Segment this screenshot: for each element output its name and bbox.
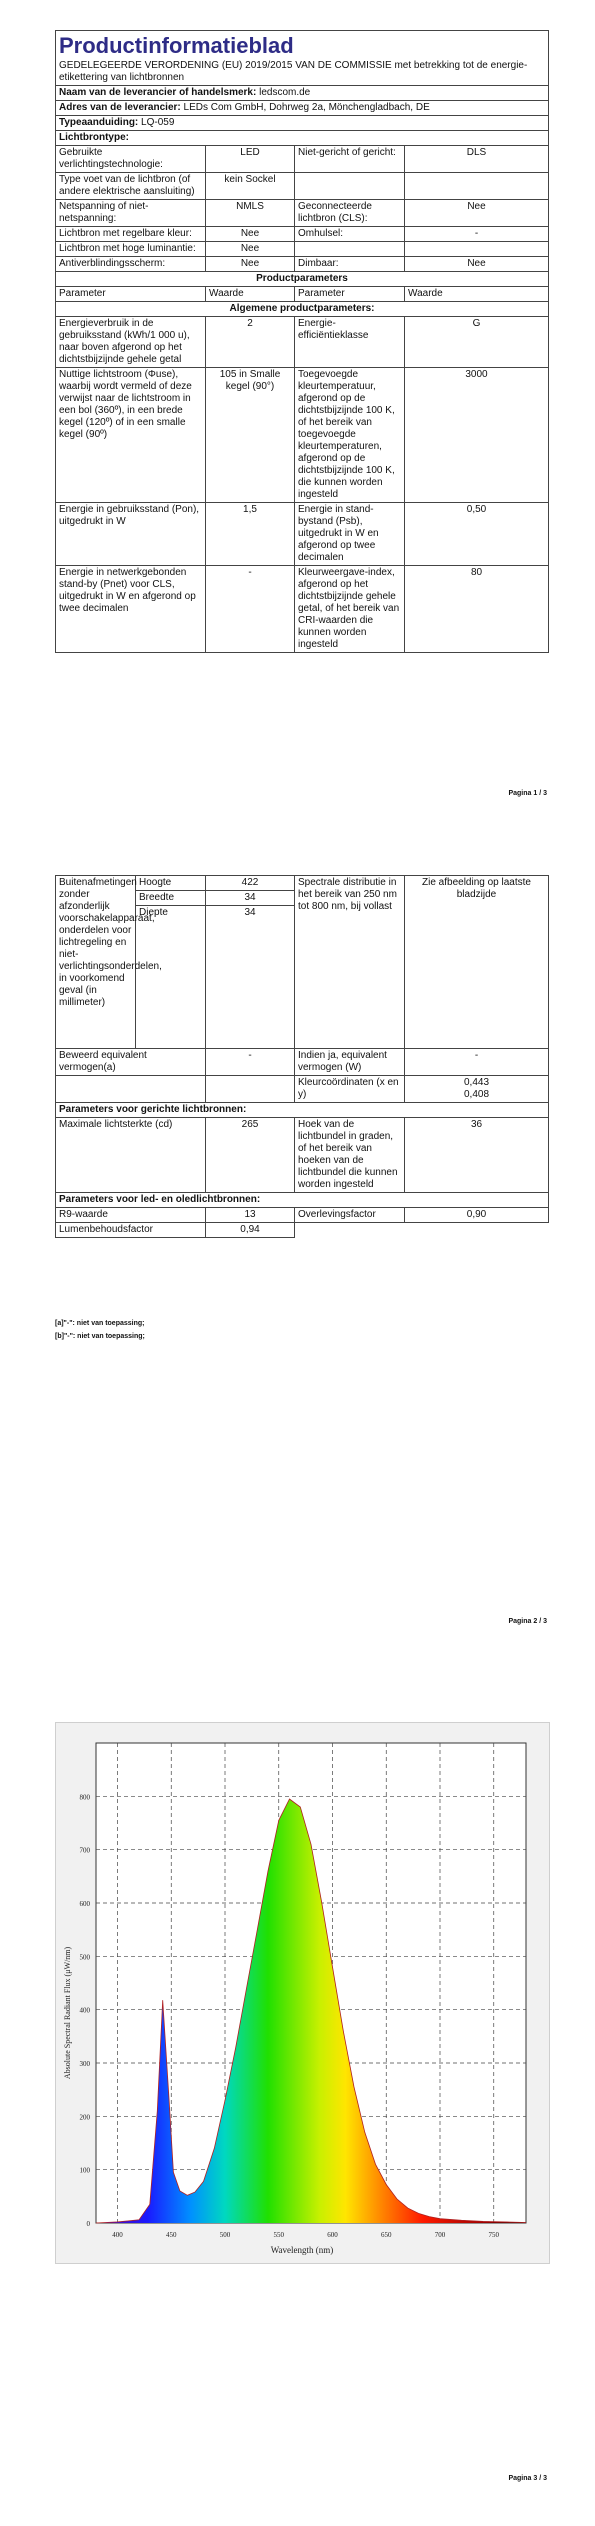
page-2 <box>0 850 595 1650</box>
table-row: Lumenbehoudsfactor 0,94 <box>56 1223 549 1238</box>
address-row: Adres van de leverancier: LEDs Com GmbH, Dohrweg 2a, Mönchengladbach, DE <box>56 101 549 116</box>
footnote-b: [b]"-": niet van toepassing; <box>55 1333 145 1340</box>
y-axis-label: Absolute Spectral Radiant Flux (μW/nm) <box>63 1946 72 2080</box>
y-tick-label: 700 <box>79 1846 90 1855</box>
x-axis-label: Wavelength (nm) <box>270 2245 334 2255</box>
spd-value: Zie afbeelding op laatste bladzijde <box>405 876 549 1049</box>
y-tick-label: 200 <box>79 2113 90 2122</box>
dimensions-label: Buitenafmetingen zonder afzonderlijk voorschakelapparaat, onderdelen voor lichtregeling en niet-verlichtingsonderdelen, in voorkomend geval (in millimeter) <box>56 876 136 1049</box>
table-row: Nuttige lichtstroom (Φuse), waarbij wordt vermeld of deze verwijst naar de lichtstroom in een bol (360º), in een brede kegel (120º) of in een smalle kegel (90º) 105 in Smalle kegel (90°) Toegevoegde kleurtemperatuur, afgerond op de dichtstbijzijnde 100 K, of het bereik van toegevoegde kleurtemperaturen, afgerond op de dichtstbijzijnde 100 K, die kunnen worden ingesteld 3000 <box>56 368 549 503</box>
y-tick-label: 0 <box>86 2220 90 2228</box>
table-row: Netspanning of niet-netspanning: NMLS Geconnecteerde lichtbron (CLS): Nee <box>56 200 549 227</box>
table-row: Maximale lichtsterkte (cd) 265 Hoek van de lichtbundel in graden, of het bereik van hoeken van de lichtbundel die kunnen worden ingesteld 36 <box>56 1118 549 1193</box>
page-number: Pagina 1 / 3 <box>508 790 547 797</box>
x-tick-label: 550 <box>273 2231 284 2239</box>
led-oled-heading: Parameters voor led- en oledlichtbronnen: <box>56 1193 549 1208</box>
table-row: Beweerd equivalent vermogen(a) - Indien ja, equivalent vermogen (W) - <box>56 1049 549 1076</box>
x-tick-label: 500 <box>219 2231 231 2239</box>
page-3 <box>0 1700 595 2526</box>
supplier-row: Naam van de leverancier of handelsmerk: ledscom.de <box>56 86 549 101</box>
product-info-table <box>55 30 549 653</box>
column-header-row: Parameter Waarde Parameter Waarde <box>56 287 549 302</box>
y-tick-label: 100 <box>79 2166 90 2175</box>
table-row: R9-waarde 13 Overlevingsfactor 0,90 <box>56 1208 549 1223</box>
x-tick-label: 600 <box>327 2231 338 2239</box>
table-row: Type voet van de lichtbron (of andere elektrische aansluiting) kein Sockel <box>56 173 549 200</box>
product-params-heading: Productparameters <box>56 272 549 287</box>
x-tick-label: 700 <box>434 2231 446 2239</box>
y-tick-label: 500 <box>79 1953 90 1962</box>
light-source-type-heading: Lichtbrontype: <box>56 131 549 146</box>
table-row: Energieverbruik in de gebruiksstand (kWh/1 000 u), naar boven afgerond op het dichtstbijzijnde gehele getal 2 Energie-efficiëntieklasse G <box>56 317 549 368</box>
y-tick-label: 300 <box>79 2060 90 2068</box>
model-row: Typeaanduiding: LQ-059 <box>56 116 549 131</box>
directional-heading: Parameters voor gerichte lichtbronnen: <box>56 1103 549 1118</box>
table-row: Energie in gebruiksstand (Pon), uitgedrukt in W 1,5 Energie in stand-bystand (Psb), uitgedrukt in W en afgerond op twee decimalen 0,50 <box>56 503 549 566</box>
table-row: Energie in netwerkgebonden stand-by (Pnet) voor CLS, uitgedrukt in W en afgerond op twee decimalen - Kleurweergave-index, afgerond op het dichtstbijzijnde gehele getal, of het bereik van CRI-waarden die kunnen worden ingesteld 80 <box>56 566 549 653</box>
regulation-subtitle: GEDELEGEERDE VERORDENING (EU) 2019/2015 VAN DE COMMISSIE met betrekking tot de energie-etikettering van lichtbronnen <box>56 59 549 86</box>
footnote-a: [a]"-": niet van toepassing; <box>55 1320 145 1327</box>
page-1 <box>0 0 595 820</box>
x-tick-label: 400 <box>112 2231 123 2239</box>
table-row: Kleurcoördinaten (x en y) 0,443 0,408 <box>56 1076 549 1103</box>
table-row: Lichtbron met regelbare kleur: Nee Omhulsel: - <box>56 227 549 242</box>
general-params-heading: Algemene productparameters: <box>56 302 549 317</box>
product-info-table-continued: Buitenafmetingen zonder afzonderlijk voorschakelapparaat, onderdelen voor lichtregeling en niet-verlichtingsonderdelen, in voorkomend geval (in millimeter) Hoogte 422 Spectrale distributie in het bereik van 250 nm tot 800 nm, bij vollast Zie afbeelding op laatste bladzijde Breedte 34 Diepte 34 Beweerd equivalent vermogen(a) - Indien ja, equivalent vermogen (W) - Kleurcoördinaten (x en y) 0,443 0,408 Parameters voor gerichte lichtbronnen: Maximale lichtsterkte (cd) 265 Hoek van de lichtbundel in graden, of het bereik van hoeken van de lichtbundel die kunnen worden ingesteld 36 Parameters voor led- en oledlichtbronnen: R9-waarde 13 Overlevingsfactor 0,90 Lumenbehoudsfactor 0,94 <box>55 875 549 1238</box>
spectral-distribution-chart <box>55 1722 550 2264</box>
page-number: Pagina 2 / 3 <box>508 1618 547 1625</box>
table-row: Antiverblindingsscherm: Nee Dimbaar: Nee <box>56 257 549 272</box>
table-row: Lichtbron met hoge luminantie: Nee <box>56 242 549 257</box>
chart-svg <box>56 1723 549 2263</box>
spd-label: Spectrale distributie in het bereik van 250 nm tot 800 nm, bij vollast <box>295 876 405 1049</box>
dimensions-row: Buitenafmetingen zonder afzonderlijk voorschakelapparaat, onderdelen voor lichtregeling en niet-verlichtingsonderdelen, in voorkomend geval (in millimeter) Hoogte 422 Spectrale distributie in het bereik van 250 nm tot 800 nm, bij vollast Zie afbeelding op laatste bladzijde <box>56 876 549 891</box>
table-row: Gebruikte verlichtingstechnologie: LED Niet-gericht of gericht: DLS <box>56 146 549 173</box>
x-tick-label: 450 <box>166 2231 177 2239</box>
page-title: Productinformatieblad <box>56 31 549 60</box>
y-tick-label: 400 <box>79 2006 90 2015</box>
x-tick-label: 750 <box>488 2231 499 2239</box>
y-tick-label: 800 <box>79 1793 90 1802</box>
y-tick-label: 600 <box>79 1900 90 1908</box>
x-tick-label: 650 <box>381 2231 392 2239</box>
page-number: Pagina 3 / 3 <box>508 2475 547 2482</box>
